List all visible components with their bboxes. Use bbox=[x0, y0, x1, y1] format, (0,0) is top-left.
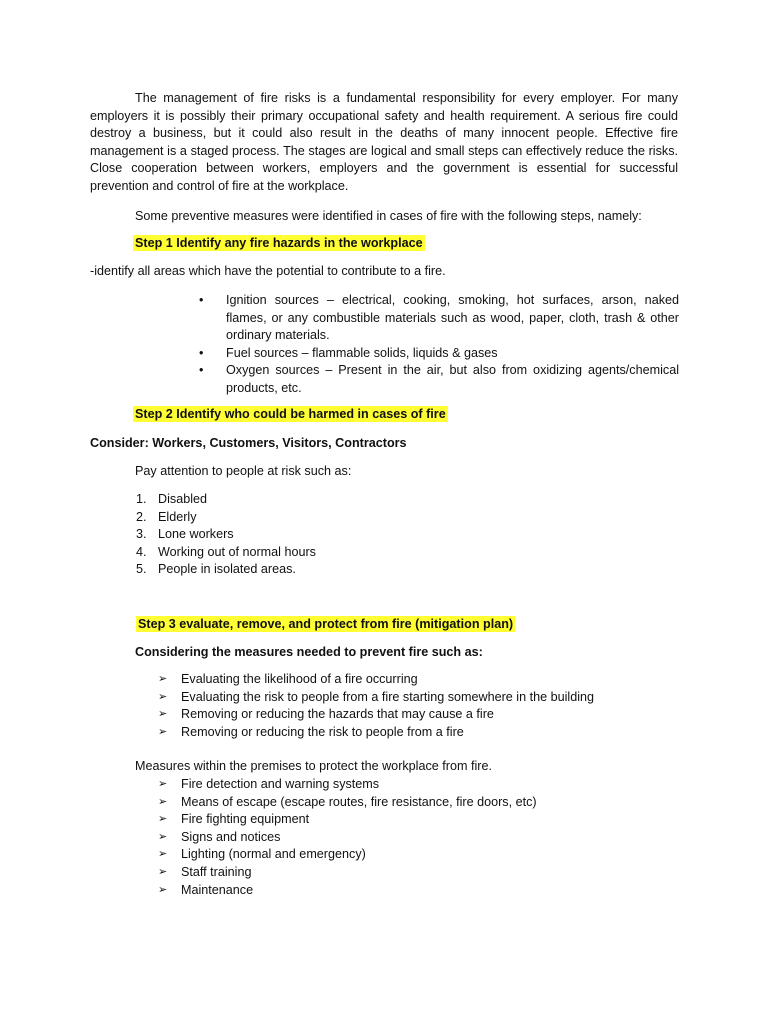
list-item bbox=[158, 882, 537, 900]
list-item bbox=[158, 724, 594, 742]
step3-heading-text: Step 3 evaluate, remove, and protect from fire (mitigation plan) bbox=[138, 617, 514, 631]
mitigation-measures-list bbox=[158, 671, 594, 741]
list-item bbox=[158, 776, 537, 794]
list-text: Lone workers bbox=[158, 527, 234, 542]
list-text: Elderly bbox=[158, 509, 197, 524]
list-item bbox=[136, 561, 316, 579]
step3-considering: Considering the measures needed to prevent fire such as: bbox=[135, 645, 483, 659]
list-item bbox=[199, 362, 679, 397]
list-text: Removing or reducing the risk to people from a fire bbox=[181, 724, 464, 739]
list-item bbox=[158, 811, 537, 829]
list-text: Removing or reducing the hazards that may cause a fire bbox=[181, 707, 494, 722]
list-item bbox=[158, 864, 537, 882]
premises-measures-list bbox=[158, 776, 537, 899]
list-text: Lighting (normal and emergency) bbox=[181, 847, 366, 862]
list-item bbox=[158, 794, 537, 812]
list-item bbox=[136, 544, 316, 562]
list-number: 2. bbox=[136, 509, 147, 524]
list-text: Evaluating the likelihood of a fire occurring bbox=[181, 672, 418, 686]
arrow-bullet-icon: ➢ bbox=[158, 883, 168, 896]
list-text: Staff training bbox=[181, 864, 252, 879]
list-item bbox=[199, 345, 679, 363]
step2-heading-text: Step 2 Identify who could be harmed in cases of fire bbox=[135, 407, 446, 421]
bullet-text: Ignition sources – electrical, cooking, smoking, hot surfaces, arson, naked flames, or any combustible materials such as wood, paper, cloth, trash & other ordinary materials. bbox=[226, 293, 679, 343]
list-item bbox=[136, 526, 316, 544]
list-number: 4. bbox=[136, 544, 147, 559]
people-at-risk-list bbox=[136, 491, 316, 579]
list-text: Fire fighting equipment bbox=[181, 812, 310, 827]
list-number: 3. bbox=[136, 527, 147, 542]
list-text: Maintenance bbox=[181, 882, 254, 897]
step3-heading bbox=[136, 616, 515, 634]
list-text: Evaluating the risk to people from a fire starting somewhere in the building bbox=[181, 689, 595, 704]
preventive-intro: Some preventive measures were identified in cases of fire with the following steps, namely: bbox=[135, 209, 642, 223]
step2-heading bbox=[133, 406, 448, 424]
list-text: Fire detection and warning systems bbox=[181, 777, 380, 791]
list-item bbox=[158, 706, 594, 724]
arrow-bullet-icon: ➢ bbox=[158, 673, 168, 685]
list-text: Disabled bbox=[158, 492, 208, 506]
step3-premises: Measures within the premises to protect the workplace from fire. bbox=[135, 759, 492, 773]
list-item bbox=[158, 829, 537, 847]
list-item bbox=[199, 292, 679, 345]
bullet-icon: • bbox=[199, 363, 204, 378]
bullet-text: Oxygen sources – Present in the air, but also from oxidizing agents/chemical products, etc. bbox=[226, 363, 679, 395]
intro-paragraph bbox=[90, 90, 678, 196]
step1-heading-text: Step 1 Identify any fire hazards in the workplace bbox=[135, 236, 423, 250]
intro-text: The management of fire risks is a fundamental responsibility for every employer. For many employers it is possibly their primary occupational safety and health requirement. A serious fire could destroy a business, but it could also result in the deaths of many innocent people. Effective fire management is a staged process. The stages are logical and small steps can effectively reduce the risks. Close cooperation between workers, employers and the government is essential for successful prevention and control of fire at the workplace. bbox=[90, 91, 678, 193]
list-text: Signs and notices bbox=[181, 829, 281, 844]
list-item bbox=[158, 689, 594, 707]
step1-bullet-list bbox=[199, 292, 679, 398]
list-text: People in isolated areas. bbox=[158, 562, 296, 577]
list-item bbox=[136, 509, 316, 527]
step1-lead: -identify all areas which have the potential to contribute to a fire. bbox=[90, 264, 446, 278]
arrow-bullet-icon: ➢ bbox=[158, 778, 168, 790]
arrow-bullet-icon: ➢ bbox=[158, 813, 168, 826]
list-number: 5. bbox=[136, 562, 147, 577]
arrow-bullet-icon: ➢ bbox=[158, 795, 168, 808]
list-text: Working out of normal hours bbox=[158, 544, 316, 559]
arrow-bullet-icon: ➢ bbox=[158, 848, 168, 861]
arrow-bullet-icon: ➢ bbox=[158, 830, 168, 843]
step2-consider: Consider: Workers, Customers, Visitors, Contractors bbox=[90, 436, 407, 450]
arrow-bullet-icon: ➢ bbox=[158, 865, 168, 878]
list-item bbox=[136, 491, 316, 509]
list-text: Means of escape (escape routes, fire resistance, fire doors, etc) bbox=[181, 794, 537, 809]
arrow-bullet-icon: ➢ bbox=[158, 690, 168, 703]
step2-attention: Pay attention to people at risk such as: bbox=[135, 464, 352, 478]
arrow-bullet-icon: ➢ bbox=[158, 708, 168, 721]
list-item bbox=[158, 671, 594, 689]
bullet-icon: • bbox=[199, 293, 204, 307]
step1-heading bbox=[133, 235, 425, 253]
bullet-text: Fuel sources – flammable solids, liquids & gases bbox=[226, 345, 498, 360]
list-number: 1. bbox=[136, 492, 147, 506]
bullet-icon: • bbox=[199, 345, 204, 360]
list-item bbox=[158, 846, 537, 864]
arrow-bullet-icon: ➢ bbox=[158, 725, 168, 738]
